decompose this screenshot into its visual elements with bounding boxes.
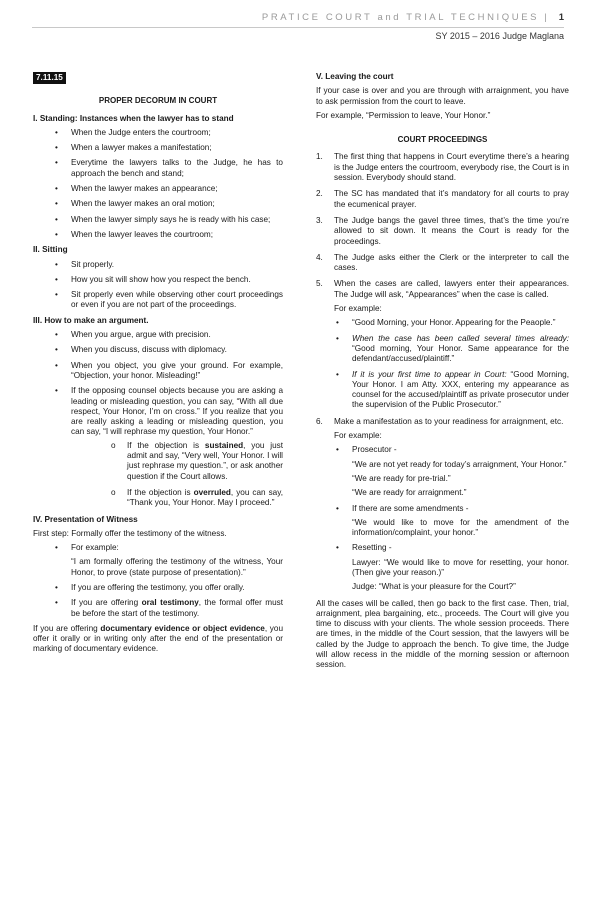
- item-number: 5.: [316, 279, 323, 289]
- bold-term: sustained: [204, 440, 244, 450]
- bullet-icon: •: [336, 445, 339, 455]
- proceedings-closing: All the cases will be called, then go back to the first case. Then, trial, arraignment, plea bargaining, etc., proceeds. The Court will give you time to discuss with your clients. The whole session proceeds. There are times, in the middle of the Court session, that the lawyers will be called by the Judge to approach the bench. To give time, the Judge will allow recess in the middle of the morning session or afternoon session.: [316, 598, 569, 670]
- item-text: When you discuss, discuss with diplomacy.: [71, 345, 227, 355]
- item-text: If you are offering: [71, 598, 142, 608]
- list-item: [33, 184, 283, 194]
- item-text: The Judge asks either the Clerk or the interpreter to call the cases.: [334, 252, 569, 273]
- item-text: Make a manifestation as to your readiness for arraignment, etc.: [334, 416, 564, 426]
- example-label: For example:: [334, 304, 382, 314]
- item-text: , you can say, “Thank you, Your Honor. May I proceed.”: [127, 487, 283, 508]
- bullet-icon: •: [55, 143, 58, 153]
- item-text: If you are offering the testimony, you offer orally.: [71, 582, 245, 592]
- item-text: , the formal offer must be before the start of the testimony.: [71, 598, 284, 618]
- item-text: Resetting -: [352, 543, 392, 553]
- bullet-icon: •: [55, 582, 58, 592]
- item-text: When the Judge enters the courtroom;: [71, 127, 211, 137]
- header-rule: [32, 27, 564, 28]
- running-header: [262, 12, 564, 23]
- list-item: [33, 583, 283, 593]
- item-text: , you just admit and say, “Very well, Your Honor. I will just rephrase my question.”, or ask another question if the Court allows.: [127, 440, 283, 481]
- bullet-icon: •: [55, 184, 58, 194]
- numbered-item: [316, 417, 569, 593]
- proceedings-heading: COURT PROCEEDINGS: [397, 135, 488, 145]
- item-number: 3.: [316, 215, 323, 225]
- quote-line: Lawyer: “We would like to move for resetting, your honor. (Then give your reason.)”: [352, 557, 569, 577]
- list-item: [316, 543, 569, 592]
- item-number: 6.: [316, 416, 323, 426]
- item-text: The SC has mandated that it’s mandatory for all courts to pray the ecumenical prayer.: [334, 189, 569, 209]
- numbered-item: [316, 189, 569, 210]
- standing-title: I. Standing: Instances when the lawyer has to stand: [33, 113, 234, 123]
- item-text: If you are offering: [33, 623, 101, 633]
- bullet-icon: •: [55, 598, 58, 608]
- item-text: “Good morning, Your Honor. Same appearance for the defendant/accused/plaintiff.”: [352, 343, 569, 364]
- leaving-example: For example, “Permission to leave, Your Honor.”: [316, 110, 491, 120]
- list-item: [33, 215, 283, 225]
- quote-line: “We would like to move for the amendment of the information/complaint, your honor.”: [352, 517, 569, 538]
- bullet-icon: •: [55, 386, 58, 396]
- italic-text: If it is your first time to appear in Court:: [352, 369, 507, 379]
- list-item: [316, 445, 569, 498]
- leaving-text: If your case is over and you are through with arraignment, you have to ask permission from the court to leave.: [316, 86, 569, 106]
- quote-line: “We are ready for pre-trial.”: [352, 473, 451, 483]
- item-text: If there are some amendments -: [352, 503, 469, 513]
- list-item: [33, 158, 283, 179]
- list-item: [316, 334, 569, 365]
- item-text: If the objection is: [127, 440, 205, 450]
- bullet-icon: •: [336, 333, 339, 343]
- argument-list: [33, 330, 283, 508]
- item-text: , you offer it orally or in writing only after the end of the presentation or marking of documentary evidence.: [33, 623, 283, 654]
- bullet-icon: •: [55, 274, 58, 284]
- item-text: “Good Morning, Your Honor. I am Atty. XXX, entering my appearance as counsel for the accused/plaintiff as private prosecutor under the supervision of the Public Prosecutor.”: [352, 369, 569, 410]
- header-title: PRATICE COURT and TRIAL TECHNIQUES: [261, 12, 540, 23]
- witness-list: [33, 543, 283, 619]
- numbered-item: [316, 152, 569, 183]
- section-heading: PROPER DECORUM IN COURT: [98, 96, 218, 106]
- example-label: For example:: [334, 431, 382, 441]
- list-item: [33, 199, 283, 209]
- bullet-icon: •: [336, 503, 339, 513]
- item-text: When a lawyer makes a manifestation;: [71, 143, 212, 153]
- appearance-examples: [316, 318, 569, 410]
- item-text: If the objection is: [127, 487, 194, 497]
- witness-closing: [33, 624, 283, 655]
- item-text: The first thing that happens in Court everytime there’s a hearing is the Judge enters the courtroom, everybody rise, the Court is in session. Everybody should stand.: [334, 152, 569, 183]
- page-number: 1: [558, 12, 564, 23]
- list-item: [33, 598, 283, 619]
- objection-sublist: [71, 441, 283, 509]
- list-item: [33, 128, 283, 138]
- bullet-icon: •: [55, 259, 58, 269]
- list-item: [33, 543, 283, 578]
- sitting-list: [33, 260, 283, 311]
- item-text: When the cases are called, lawyers enter their appearances. The Judge will ask, “Appearances” when the case is called.: [334, 279, 569, 299]
- item-text: How you sit will show how you respect the bench.: [71, 274, 251, 284]
- circle-bullet-icon: o: [111, 487, 116, 497]
- list-item: [33, 230, 283, 240]
- bullet-icon: •: [55, 199, 58, 209]
- sublist-item: [71, 441, 283, 482]
- italic-text: When the case has been called several times already:: [352, 333, 569, 343]
- list-item: [33, 275, 283, 285]
- item-number: 2.: [316, 189, 323, 199]
- bullet-icon: •: [55, 214, 58, 224]
- list-item: [316, 370, 569, 411]
- list-item: [33, 290, 283, 311]
- bold-term: documentary evidence or object evidence: [100, 623, 265, 633]
- item-text: When the lawyer simply says he is ready with his case;: [71, 214, 271, 224]
- item-text: When you object, you give your ground. For example, “Objection, your honor. Misleading!”: [71, 360, 283, 380]
- bold-term: oral testimony: [141, 598, 199, 608]
- numbered-item: [316, 216, 569, 247]
- item-text: Sit properly even while observing other court proceedings or even if you are not part of the proceedings.: [71, 290, 283, 310]
- bullet-icon: •: [55, 345, 58, 355]
- sitting-title: II. Sitting: [33, 245, 68, 255]
- quote-line: “We are not yet ready for today’s arraignment, Your Honor.”: [352, 459, 567, 469]
- bullet-icon: •: [55, 360, 58, 370]
- item-text: Everytime the lawyers talks to the Judge, he has to approach the bench and stand;: [71, 158, 283, 178]
- list-item: [316, 318, 569, 328]
- sublist-item: [71, 488, 283, 509]
- bullet-icon: •: [55, 229, 58, 239]
- list-item: [33, 386, 283, 508]
- item-text: When the lawyer makes an oral motion;: [71, 199, 215, 209]
- bullet-icon: •: [55, 543, 58, 553]
- item-text: Sit properly.: [71, 259, 115, 269]
- item-text: When the lawyer makes an appearance;: [71, 184, 218, 194]
- bullet-icon: •: [336, 543, 339, 553]
- item-text: Prosecutor -: [352, 445, 397, 455]
- item-number: 4.: [316, 252, 323, 262]
- list-item: [33, 143, 283, 153]
- item-text: For example:: [71, 543, 119, 553]
- leaving-title: V. Leaving the court: [316, 72, 394, 81]
- witness-intro: First step: Formally offer the testimony of the witness.: [33, 528, 227, 538]
- argument-title: III. How to make an argument.: [33, 315, 149, 325]
- list-item: [33, 361, 283, 382]
- bullet-icon: •: [336, 318, 339, 328]
- bullet-icon: •: [55, 127, 58, 137]
- list-item: [33, 345, 283, 355]
- numbered-item: [316, 279, 569, 410]
- header-subtitle: SY 2015 – 2016 Judge Maglana: [435, 31, 564, 41]
- item-text: When the lawyer leaves the courtroom;: [71, 229, 213, 239]
- quote-line: Judge: “What is your pleasure for the Court?”: [352, 582, 516, 592]
- bullet-icon: •: [336, 369, 339, 379]
- witness-title: IV. Presentation of Witness: [33, 514, 138, 524]
- bullet-icon: •: [55, 290, 58, 300]
- header-separator: |: [544, 12, 550, 23]
- left-column: [33, 72, 283, 659]
- item-text: “Good Morning, your Honor. Appearing for the Peaople.”: [352, 318, 556, 328]
- list-item: [316, 504, 569, 539]
- bullet-icon: •: [55, 330, 58, 340]
- standing-list: [33, 128, 283, 240]
- quote-line: “We are ready for arraignment.”: [352, 488, 467, 498]
- right-column: [316, 72, 569, 675]
- example-quote: “I am formally offering the testimony of the witness, Your Honor, to prove (state purpose of presentation).”: [71, 557, 283, 577]
- item-text: When you argue, argue with precision.: [71, 330, 211, 340]
- item-text: If the opposing counsel objects because you are asking a leading or misleading question, you can say, “With all due respect, Your Honor, I’m on cross.” If you realize that you are really asking a leading or misleading question, you can say, “I will rephrase my question, Your Honor.”: [71, 386, 283, 437]
- readiness-examples: [316, 445, 569, 592]
- proceedings-list: [316, 152, 569, 592]
- list-item: [33, 260, 283, 270]
- bold-term: overruled: [193, 487, 231, 497]
- numbered-item: [316, 253, 569, 274]
- item-text: The Judge bangs the gavel three times, that’s the time you’re allowed to sit down. It means the Court is ready for the proceedings.: [334, 215, 569, 246]
- bullet-icon: •: [55, 158, 58, 168]
- section-code-tag: 7.11.15: [33, 72, 66, 84]
- list-item: [33, 330, 283, 340]
- circle-bullet-icon: o: [111, 440, 116, 450]
- item-number: 1.: [316, 152, 323, 162]
